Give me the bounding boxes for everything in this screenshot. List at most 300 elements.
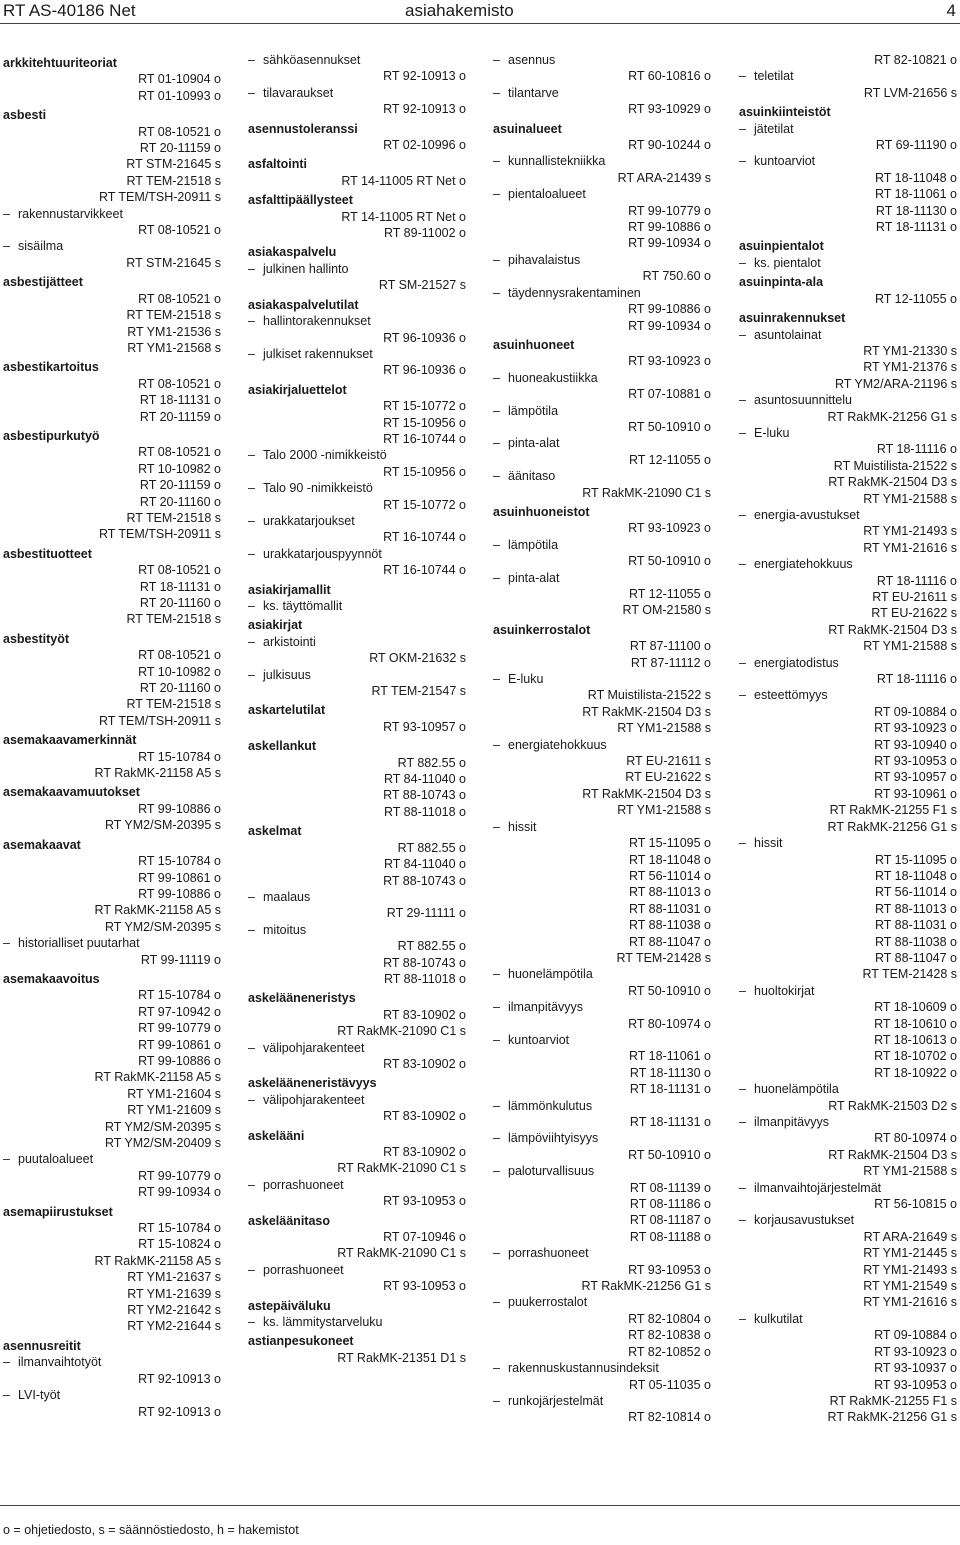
document-reference: RT RakMK-21158 A5 s	[94, 766, 221, 781]
index-heading: asbestijätteet	[3, 275, 83, 290]
document-reference: RT YM1-21330 s	[863, 343, 957, 358]
document-reference: RT 18-11131 o	[875, 220, 957, 235]
index-subentry: – jätetilat	[739, 121, 957, 137]
index-heading: asuinrakennukset	[739, 311, 846, 326]
page-number: 4	[946, 1, 956, 20]
index-subentry: – kunnallistekniikka	[493, 153, 711, 169]
index-subentry: – lämpötila	[493, 403, 711, 419]
index-subentry: – paloturvallisuus	[493, 1163, 711, 1179]
index-column-3	[493, 52, 711, 1426]
document-reference: RT 80-10974 o	[628, 1016, 711, 1031]
document-reference: RT EU-21622 s	[625, 770, 711, 785]
document-reference: RT 50-10910 o	[628, 983, 711, 998]
document-reference: RT YM1-21493 s	[863, 1262, 957, 1277]
index-heading: asiakirjat	[248, 618, 303, 633]
document-reference: RT 20-11160 o	[139, 596, 221, 610]
document-reference: RT 15-11095 o	[628, 836, 711, 851]
document-reference: RT 88-11018 o	[383, 971, 466, 986]
index-column-4	[739, 52, 957, 1426]
index-subentry: – julkisuus	[248, 667, 466, 683]
document-reference: RT YM1-21536 s	[127, 324, 221, 339]
index-subentry: – Talo 90 -nimikkeistö	[248, 480, 466, 496]
document-reference: RT YM1-21588 s	[863, 491, 957, 506]
document-reference: RT 88-11018 o	[383, 804, 466, 819]
document-reference: RT 09-10884 o	[874, 704, 957, 719]
document-reference: RT 92-10913 o	[383, 102, 466, 117]
document-reference: RT 882.55 o	[397, 939, 466, 954]
document-reference: RT 88-11013 o	[628, 885, 711, 900]
document-reference: RT 15-10956 o	[383, 464, 466, 479]
document-reference: RT 12-11055 o	[628, 587, 711, 601]
document-reference: RT 15-10784 o	[138, 749, 221, 764]
document-reference: RT ARA-21649 s	[863, 1229, 957, 1244]
index-heading: asbestipurkutyö	[3, 428, 100, 443]
index-heading: askelääneneristävyys	[248, 1076, 377, 1091]
document-reference: RT RakMK-21503 D2 s	[828, 1098, 957, 1113]
document-reference: RT EU-21611 s	[626, 754, 711, 769]
index-subentry: – porrashuoneet	[248, 1262, 466, 1278]
document-reference: RT 83-10902 o	[383, 1056, 466, 1071]
index-subentry: – lämpöviihtyisyys	[493, 1130, 711, 1146]
document-reference: RT YM2/SM-20409 s	[104, 1136, 221, 1150]
index-heading: asuinhuoneet	[493, 337, 575, 352]
document-reference: RT RakMK-21255 F1 s	[829, 1393, 957, 1408]
document-reference: RT TEM-21428 s	[862, 967, 957, 982]
document-reference: RT 20-11159 o	[139, 478, 221, 493]
index-column-1	[3, 52, 221, 1420]
document-reference: RT 18-10922 o	[874, 1065, 957, 1080]
document-reference: RT 84-11040 o	[383, 857, 466, 872]
document-reference: RT 69-11190 o	[875, 138, 957, 153]
page-header	[0, 0, 960, 24]
document-reference: RT 08-11187 o	[629, 1213, 711, 1228]
document-reference: RT 18-11048 o	[874, 170, 957, 185]
document-reference: RT TEM-21518 s	[126, 612, 221, 627]
index-subentry: – hissit	[493, 819, 711, 835]
index-subentry: – sisäilma	[3, 238, 221, 254]
document-reference: RT TEM/TSH-20911 s	[98, 527, 221, 542]
document-reference: RT 88-11031 o	[628, 901, 711, 916]
index-heading: asuinhuoneistot	[493, 504, 590, 519]
document-reference: RT 88-10743 o	[383, 788, 466, 803]
index-subentry: – rakennuskustannusindeksit	[493, 1360, 711, 1376]
document-reference: RT 18-11130 o	[875, 203, 957, 218]
document-reference: RT RakMK-21090 C1 s	[337, 1246, 466, 1261]
index-subentry: – julkinen hallinto	[248, 261, 466, 277]
document-reference: RT SM-21527 s	[378, 278, 466, 293]
document-reference: RT 15-10784 o	[138, 988, 221, 1003]
document-reference: RT 18-10609 o	[874, 1000, 957, 1015]
index-subentry: – lämpötila	[493, 537, 711, 553]
document-reference: RT RakMK-21256 G1 s	[827, 1410, 957, 1425]
document-reference: RT 60-10816 o	[628, 69, 711, 84]
document-reference: RT 16-10744 o	[383, 563, 466, 578]
document-reference: RT 15-10772 o	[383, 399, 466, 414]
document-reference: RT 88-11031 o	[874, 918, 957, 933]
index-heading: asiakaspalvelutilat	[248, 297, 359, 312]
document-reference: RT TEM-21518 s	[126, 697, 221, 712]
index-subentry: – E-luku	[493, 671, 711, 687]
document-reference: RT YM1-21445 s	[863, 1246, 957, 1261]
document-reference: RT YM2/ARA-21196 s	[834, 376, 957, 391]
document-reference: RT 80-10974 o	[874, 1131, 957, 1146]
document-reference: RT RakMK-21504 D3 s	[828, 475, 957, 490]
document-reference: RT RakMK-21351 D1 s	[337, 1350, 466, 1365]
index-heading: asfalttipäällysteet	[248, 193, 353, 208]
index-heading: asuinpientalot	[739, 239, 824, 254]
index-subentry: – korjausavustukset	[739, 1212, 957, 1228]
document-reference: RT 18-11048 o	[874, 868, 957, 883]
index-subentry: – historialliset puutarhat	[3, 935, 221, 951]
index-subentry: – pinta-alat	[493, 435, 711, 451]
index-subentry: – mitoitus	[248, 922, 466, 938]
document-reference: RT Muistilista-21522 s	[587, 688, 711, 703]
document-reference: RT 08-11139 o	[629, 1180, 711, 1195]
document-reference: RT TEM/TSH-20911 s	[98, 713, 221, 728]
document-reference: RT RakMK-21256 G1 s	[827, 819, 957, 834]
document-reference: RT 18-11131 o	[629, 1115, 711, 1129]
document-reference: RT 93-10953 o	[874, 1377, 957, 1392]
document-reference: RT 83-10902 o	[383, 1145, 466, 1159]
document-reference: RT 18-11061 o	[874, 187, 957, 202]
document-reference: RT 750.60 o	[642, 269, 711, 284]
document-reference: RT 15-10956 o	[383, 415, 466, 430]
index-subentry: – energiatodistus	[739, 655, 957, 671]
index-heading: asbesti	[3, 108, 47, 123]
document-reference: RT 99-10779 o	[138, 1168, 221, 1183]
index-heading: asbestikartoitus	[3, 360, 99, 375]
document-reference: RT YM1-21588 s	[617, 803, 711, 818]
index-heading: asfaltointi	[248, 157, 308, 172]
document-reference: RT 87-11112 o	[630, 655, 711, 670]
document-reference: RT RakMK-21256 G1 s	[581, 1279, 711, 1294]
document-reference: RT 82-10804 o	[628, 1311, 711, 1326]
index-heading: asuinkerrostalot	[493, 622, 591, 637]
document-reference: RT YM1-21616 s	[863, 540, 957, 555]
index-heading: astepäiväluku	[248, 1298, 331, 1313]
footer-divider	[0, 1505, 960, 1506]
index-heading: asbestityöt	[3, 631, 69, 646]
document-reference: RT YM1-21376 s	[863, 360, 957, 375]
index-subentry: – porrashuoneet	[248, 1177, 466, 1193]
index-subentry: – energiatehokkuus	[739, 556, 957, 572]
document-reference: RT 18-10702 o	[874, 1049, 957, 1064]
index-heading: asemapiirustukset	[3, 1204, 113, 1219]
document-reference: RT 93-10923 o	[874, 721, 957, 736]
document-reference: RT 18-11116 o	[876, 442, 957, 457]
document-reference: RT 18-11130 o	[629, 1065, 711, 1080]
document-reference: RT 56-11014 o	[628, 868, 711, 883]
index-subentry: – puukerrostalot	[493, 1294, 711, 1310]
index-subentry: – huonelämpötila	[493, 966, 711, 982]
document-reference: RT 88-11047 o	[874, 950, 957, 965]
document-reference: RT 92-10913 o	[138, 1371, 221, 1386]
index-subentry: – porrashuoneet	[493, 1245, 711, 1261]
document-reference: RT 89-11002 o	[383, 226, 466, 241]
document-reference: RT 18-10613 o	[874, 1032, 957, 1047]
document-reference: RT 08-10521 o	[138, 563, 221, 578]
document-reference: RT 15-10784 o	[138, 854, 221, 869]
document-reference: RT YM1-21616 s	[863, 1295, 957, 1310]
document-reference: RT 08-10521 o	[138, 376, 221, 391]
document-reference: RT 07-10881 o	[628, 387, 711, 402]
document-reference: RT 88-10743 o	[383, 873, 466, 888]
index-subentry: – välipohjarakenteet	[248, 1092, 466, 1108]
index-subentry: – esteettömyys	[739, 687, 957, 703]
document-reference: RT 84-11040 o	[383, 772, 466, 787]
document-reference: RT 29-11111 o	[386, 906, 466, 921]
document-reference: RT 12-11055 o	[628, 452, 711, 467]
document-reference: RT 20-11160 o	[139, 681, 221, 696]
index-subentry: – energia-avustukset	[739, 507, 957, 523]
document-reference: RT RakMK-21090 C1 s	[582, 485, 711, 500]
document-reference: RT 92-10913 o	[383, 69, 466, 84]
index-heading: askartelutilat	[248, 703, 326, 718]
document-reference: RT 50-10910 o	[628, 1147, 711, 1162]
index-subentry: – arkistointi	[248, 634, 466, 650]
index-subentry: – rakennustarvikkeet	[3, 206, 221, 222]
index-heading: asemakaavat	[3, 837, 81, 852]
index-heading: asemakaavamuutokset	[3, 785, 140, 800]
document-reference: RT 14-11005 RT Net o	[341, 173, 466, 188]
index-subentry: – huoltokirjat	[739, 983, 957, 999]
index-heading: asennustoleranssi	[248, 121, 358, 136]
document-reference: RT 12-11055 o	[874, 291, 957, 306]
index-subentry: – pihavalaistus	[493, 252, 711, 268]
document-reference: RT YM1-21604 s	[127, 1086, 221, 1101]
document-reference: RT RakMK-21158 A5 s	[94, 1253, 221, 1268]
document-reference: RT YM1-21609 s	[127, 1103, 221, 1118]
index-subentry: – urakkatarjoukset	[248, 513, 466, 529]
document-reference: RT 93-10957 o	[383, 719, 466, 734]
index-subentry: – ilmanvaihtojärjestelmät	[739, 1180, 957, 1196]
index-heading: asuinkiinteistöt	[739, 105, 831, 120]
document-reference: RT YM1-21639 s	[127, 1286, 221, 1301]
document-reference: RT 10-10982 o	[138, 664, 221, 679]
index-subentry: – äänitaso	[493, 468, 711, 484]
document-reference: RT 82-10852 o	[628, 1344, 711, 1359]
document-reference: RT YM1-21568 s	[127, 340, 221, 355]
index-subentry: – välipohjarakenteet	[248, 1040, 466, 1056]
document-reference: RT 99-10886 o	[138, 1053, 221, 1068]
document-reference: RT 99-11119 o	[140, 952, 221, 967]
index-subentry: – asuntosuunnittelu	[739, 392, 957, 408]
document-reference: RT 08-10521 o	[138, 445, 221, 460]
document-reference: RT YM2-21644 s	[127, 1319, 221, 1334]
index-heading: askelmat	[248, 824, 302, 839]
index-heading: asiakaspalvelu	[248, 245, 337, 260]
document-code: RT AS-40186 Net	[3, 1, 136, 20]
document-reference: RT RakMK-21090 C1 s	[337, 1024, 466, 1039]
index-subentry: – ilmanvaihtotyöt	[3, 1354, 221, 1370]
index-heading: asuinalueet	[493, 121, 562, 136]
document-reference: RT 99-10886 o	[628, 220, 711, 235]
document-reference: RT RakMK-21158 A5 s	[94, 1070, 221, 1085]
index-heading: asennusreitit	[3, 1338, 81, 1353]
index-subentry: – puutaloalueet	[3, 1151, 221, 1167]
index-subentry: – kuntoarviot	[739, 153, 957, 169]
document-reference: RT 93-10953 o	[628, 1262, 711, 1277]
index-subentry: – asuntolainat	[739, 327, 957, 343]
document-reference: RT RakMK-21255 F1 s	[829, 803, 957, 818]
document-reference: RT TEM-21547 s	[371, 684, 466, 699]
document-reference: RT 18-10610 o	[874, 1016, 957, 1031]
document-reference: RT YM1-21588 s	[863, 639, 957, 654]
index-heading: astianpesukoneet	[248, 1334, 354, 1349]
index-subentry: – LVI-työt	[3, 1387, 221, 1403]
document-reference: RT 20-11159 o	[139, 141, 221, 156]
document-reference: RT YM2/SM-20395 s	[104, 1119, 221, 1134]
document-reference: RT 14-11005 RT Net o	[341, 209, 466, 224]
document-reference: RT 50-10910 o	[628, 419, 711, 434]
document-reference: RT 99-10861 o	[138, 1037, 221, 1052]
page-title: asiahakemisto	[405, 1, 514, 20]
document-reference: RT 18-11116 o	[876, 672, 957, 687]
document-reference: RT YM2/SM-20395 s	[104, 818, 221, 833]
index-subentry: – huoneakustiikka	[493, 370, 711, 386]
index-subentry: – julkiset rakennukset	[248, 346, 466, 362]
document-reference: RT 82-10838 o	[628, 1328, 711, 1343]
document-reference: RT 02-10996 o	[383, 138, 466, 153]
document-reference: RT OM-21580 s	[622, 603, 711, 618]
index-heading: asiakirjaluettelot	[248, 382, 347, 397]
document-reference: RT 08-10521 o	[138, 124, 221, 139]
document-reference: RT 93-10953 o	[383, 1279, 466, 1294]
document-reference: RT 18-11131 o	[139, 393, 221, 408]
document-reference: RT 93-10937 o	[874, 1361, 957, 1376]
document-reference: RT 99-10779 o	[138, 1021, 221, 1036]
index-heading: askelääneneristys	[248, 991, 356, 1006]
document-reference: RT STM-21645 s	[126, 157, 221, 172]
document-reference: RT TEM/TSH-20911 s	[98, 190, 221, 205]
document-reference: RT 15-11095 o	[874, 852, 957, 867]
index-subentry: – huonelämpötila	[739, 1081, 957, 1097]
document-reference: RT RakMK-21158 A5 s	[94, 903, 221, 918]
index-heading: asbestituotteet	[3, 546, 92, 561]
document-reference: RT RakMK-21504 D3 s	[582, 786, 711, 801]
document-reference: RT 99-10886 o	[628, 302, 711, 317]
document-reference: RT 82-10821 o	[874, 53, 957, 67]
index-heading: askeläänitaso	[248, 1213, 330, 1228]
document-reference: RT YM2/SM-20395 s	[104, 919, 221, 934]
document-reference: RT 15-10824 o	[138, 1237, 221, 1252]
document-reference: RT OKM-21632 s	[369, 651, 466, 666]
index-subentry: – ilmanpitävyys	[739, 1114, 957, 1130]
index-heading: askellankut	[248, 739, 317, 754]
document-reference: RT 92-10913 o	[138, 1404, 221, 1419]
index-subentry: – pientaloalueet	[493, 186, 711, 202]
document-reference: RT 99-10886 o	[138, 886, 221, 901]
document-reference: RT 15-10772 o	[383, 497, 466, 512]
index-subentry: – kuntoarviot	[493, 1032, 711, 1048]
document-reference: RT EU-21622 s	[871, 606, 957, 621]
index-subentry: – lämmönkulutus	[493, 1098, 711, 1114]
document-reference: RT STM-21645 s	[126, 255, 221, 270]
index-subentry: – E-luku	[739, 425, 957, 441]
document-reference: RT 93-10923 o	[874, 1344, 957, 1359]
document-reference: RT 82-10814 o	[628, 1410, 711, 1425]
document-reference: RT Muistilista-21522 s	[833, 458, 957, 473]
document-reference: RT 18-11048 o	[628, 852, 711, 867]
footer-legend: o = ohjetiedosto, s = säännöstiedosto, h = hakemistot	[3, 1523, 299, 1537]
document-reference: RT EU-21611 s	[872, 590, 957, 604]
document-reference: RT 01-10904 o	[138, 72, 221, 87]
document-reference: RT 08-10521 o	[138, 291, 221, 306]
document-reference: RT 56-11014 o	[874, 885, 957, 900]
index-subentry: – ilmanpitävyys	[493, 999, 711, 1015]
document-reference: RT YM1-21637 s	[127, 1270, 221, 1285]
document-reference: RT 99-10886 o	[138, 801, 221, 816]
document-reference: RT 93-10953 o	[383, 1194, 466, 1209]
document-reference: RT 88-11038 o	[628, 918, 711, 933]
document-reference: RT 87-11100 o	[629, 639, 711, 654]
document-reference: RT 99-10861 o	[138, 870, 221, 885]
index-subentry: – pinta-alat	[493, 570, 711, 586]
document-reference: RT YM1-21588 s	[617, 721, 711, 736]
document-reference: RT 96-10936 o	[383, 330, 466, 345]
document-reference: RT 08-11186 o	[629, 1197, 711, 1212]
document-reference: RT 88-10743 o	[383, 955, 466, 970]
document-reference: RT YM1-21493 s	[863, 524, 957, 539]
index-heading: askelääni	[248, 1128, 305, 1143]
index-column-2	[248, 52, 466, 1366]
document-reference: RT 50-10910 o	[628, 554, 711, 569]
document-reference: RT 99-10934 o	[628, 236, 711, 251]
document-reference: RT YM1-21588 s	[863, 1164, 957, 1179]
document-reference: RT 10-10982 o	[138, 461, 221, 476]
document-reference: RT TEM-21518 s	[126, 173, 221, 188]
document-reference: RT 88-11013 o	[874, 901, 957, 916]
document-reference: RT 15-10784 o	[138, 1221, 221, 1236]
document-reference: RT 93-10957 o	[874, 770, 957, 785]
document-reference: RT 96-10936 o	[383, 363, 466, 378]
index-subentry: – urakkatarjouspyynnöt	[248, 546, 466, 562]
index-heading: asuinpinta-ala	[739, 275, 824, 290]
document-reference: RT 88-11047 o	[628, 934, 711, 949]
document-reference: RT 18-11131 o	[139, 579, 221, 594]
index-subentry: – hallintorakennukset	[248, 313, 466, 329]
index-subentry: – teletilat	[739, 68, 957, 84]
document-reference: RT 18-11061 o	[628, 1049, 711, 1064]
document-reference: RT RakMK-21256 G1 s	[827, 409, 957, 424]
index-heading: asiakirjamallit	[248, 582, 331, 597]
index-heading: arkkitehtuuriteoriat	[3, 56, 117, 70]
document-reference: RT 20-11160 o	[139, 494, 221, 509]
document-reference: RT 90-10244 o	[628, 138, 711, 153]
index-subentry: – tilavaraukset	[248, 85, 466, 101]
index-subentry: – ks. lämmitystarveluku	[248, 1314, 466, 1330]
index-subentry: – ks. täyttömallit	[248, 598, 466, 614]
document-reference: RT 56-10815 o	[874, 1197, 957, 1212]
document-reference: RT 08-10521 o	[138, 223, 221, 238]
document-reference: RT 97-10942 o	[138, 1004, 221, 1019]
index-subentry: – täydennysrakentaminen	[493, 285, 711, 301]
index-subentry: – sähköasennukset	[248, 52, 466, 68]
document-reference: RT 83-10902 o	[383, 1109, 466, 1124]
document-reference: RT 93-10940 o	[874, 737, 957, 752]
document-reference: RT 93-10929 o	[628, 102, 711, 117]
index-subentry: – Talo 2000 -nimikkeistö	[248, 447, 466, 463]
document-reference: RT 882.55 o	[397, 755, 466, 770]
index-subentry: – runkojärjestelmät	[493, 1393, 711, 1409]
document-reference: RT 07-10946 o	[383, 1230, 466, 1245]
index-heading: asemakaavamerkinnät	[3, 733, 137, 748]
index-subentry: – asennus	[493, 52, 711, 68]
document-reference: RT YM2-21642 s	[127, 1303, 221, 1318]
document-reference: RT 08-10521 o	[138, 648, 221, 663]
document-reference: RT 99-10779 o	[628, 203, 711, 218]
document-reference: RT TEM-21518 s	[126, 308, 221, 323]
